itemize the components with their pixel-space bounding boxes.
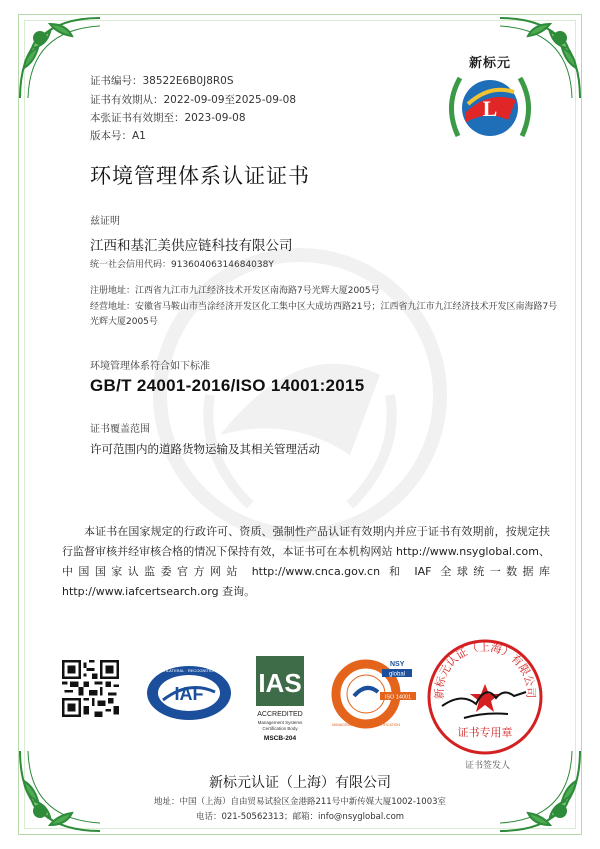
scope-text: 许可范围内的道路货物运输及其相关管理活动 [90, 442, 320, 456]
valid-until: 本张证书有效期至：2023-09-08 [90, 112, 246, 124]
company-logo [438, 46, 542, 150]
nsy-iso: ISO 14001 [384, 694, 412, 701]
registered-address: 注册地址：江西省九江市九江经济技术开发区南海路7号光辉大厦2005号 [90, 286, 380, 296]
seal-ring-text: 新标元认证（上海）有限公司 [432, 640, 538, 700]
validity-statement: 本证书在国家规定的行政许可、资质、强制性产品认证有效期内并应于证书有效期前，按规定扶行监督审核并经审核合格的情况下保持有效，本证书可在本机构网站 http://www.nsyglobal.com、中国国家认监委官方网站 http://www.cnca.gov.cn 和 IAF 全球统一数据库 http://www.iafcertsearch.org 查询。 [62, 525, 550, 598]
qr-code[interactable] [62, 660, 119, 717]
corner-ornament [10, 8, 106, 104]
nsy-global: global [388, 671, 406, 678]
ias-code: MSCB-204 [263, 735, 297, 742]
company-name: 江西和基汇美供应链科技有限公司 [90, 238, 293, 254]
official-seal [424, 636, 546, 758]
issuer-contact: 电话：021-50562313；邮箱：info@nsyglobal.com [195, 812, 405, 822]
certify-label: 兹证明 [90, 216, 120, 227]
business-address: 经营地址：安徽省马鞍山市当涂经济开发区化工集中区大成坊西路21号；江西省九江市九江经济技术开发区南海路7号光辉大厦2005号 [90, 302, 558, 327]
issuer-address: 地址：中国（上海）自由贸易试验区金港路211号中新传媒大厦1002-1003室 [153, 797, 447, 807]
corner-ornament [10, 745, 106, 841]
iaf-ring-text: MEMBER OF MULTILATERAL · RECOGNITION ARRANGEMENT [129, 668, 249, 673]
cert-number: 证书编号：38522E6B0J8R0S [90, 75, 234, 87]
ias-sub1: Management Systems [257, 720, 303, 725]
nsy-ring-text: MANAGEMENT SYSTEM CERTIFICATION [332, 723, 400, 727]
validity-period: 证书有效期从：2022-09-09至2025-09-08 [90, 94, 297, 106]
ias-text: IAS [258, 668, 302, 698]
iaf-badge [129, 664, 249, 722]
seal-center-text: 证书专用章 [457, 726, 513, 739]
scope-label: 证书覆盖范围 [90, 424, 150, 435]
signer-label: 证书签发人 [465, 761, 511, 771]
ias-accredited: ACCREDITED [257, 711, 303, 718]
ias-sub2: Certification Body [262, 726, 298, 731]
credit-code: 统一社会信用代码：91360406314684038Y [90, 260, 274, 270]
issuer-name: 新标元认证（上海）有限公司 [209, 775, 391, 791]
certificate-title: 环境管理体系认证证书 [90, 164, 310, 188]
iaf-text: IAF [174, 684, 204, 704]
ias-badge [250, 656, 310, 752]
svg-text:L: L [482, 96, 498, 121]
nsy-brand: NSY [390, 661, 405, 668]
nsy-badge [330, 656, 420, 728]
version-number: 版本号：A1 [90, 130, 146, 142]
standard-label: 环境管理体系符合如下标准 [90, 361, 210, 372]
logo-text: 新标元 [468, 56, 511, 71]
standard-code: GB/T 24001-2016/ISO 14001:2015 [90, 376, 365, 395]
